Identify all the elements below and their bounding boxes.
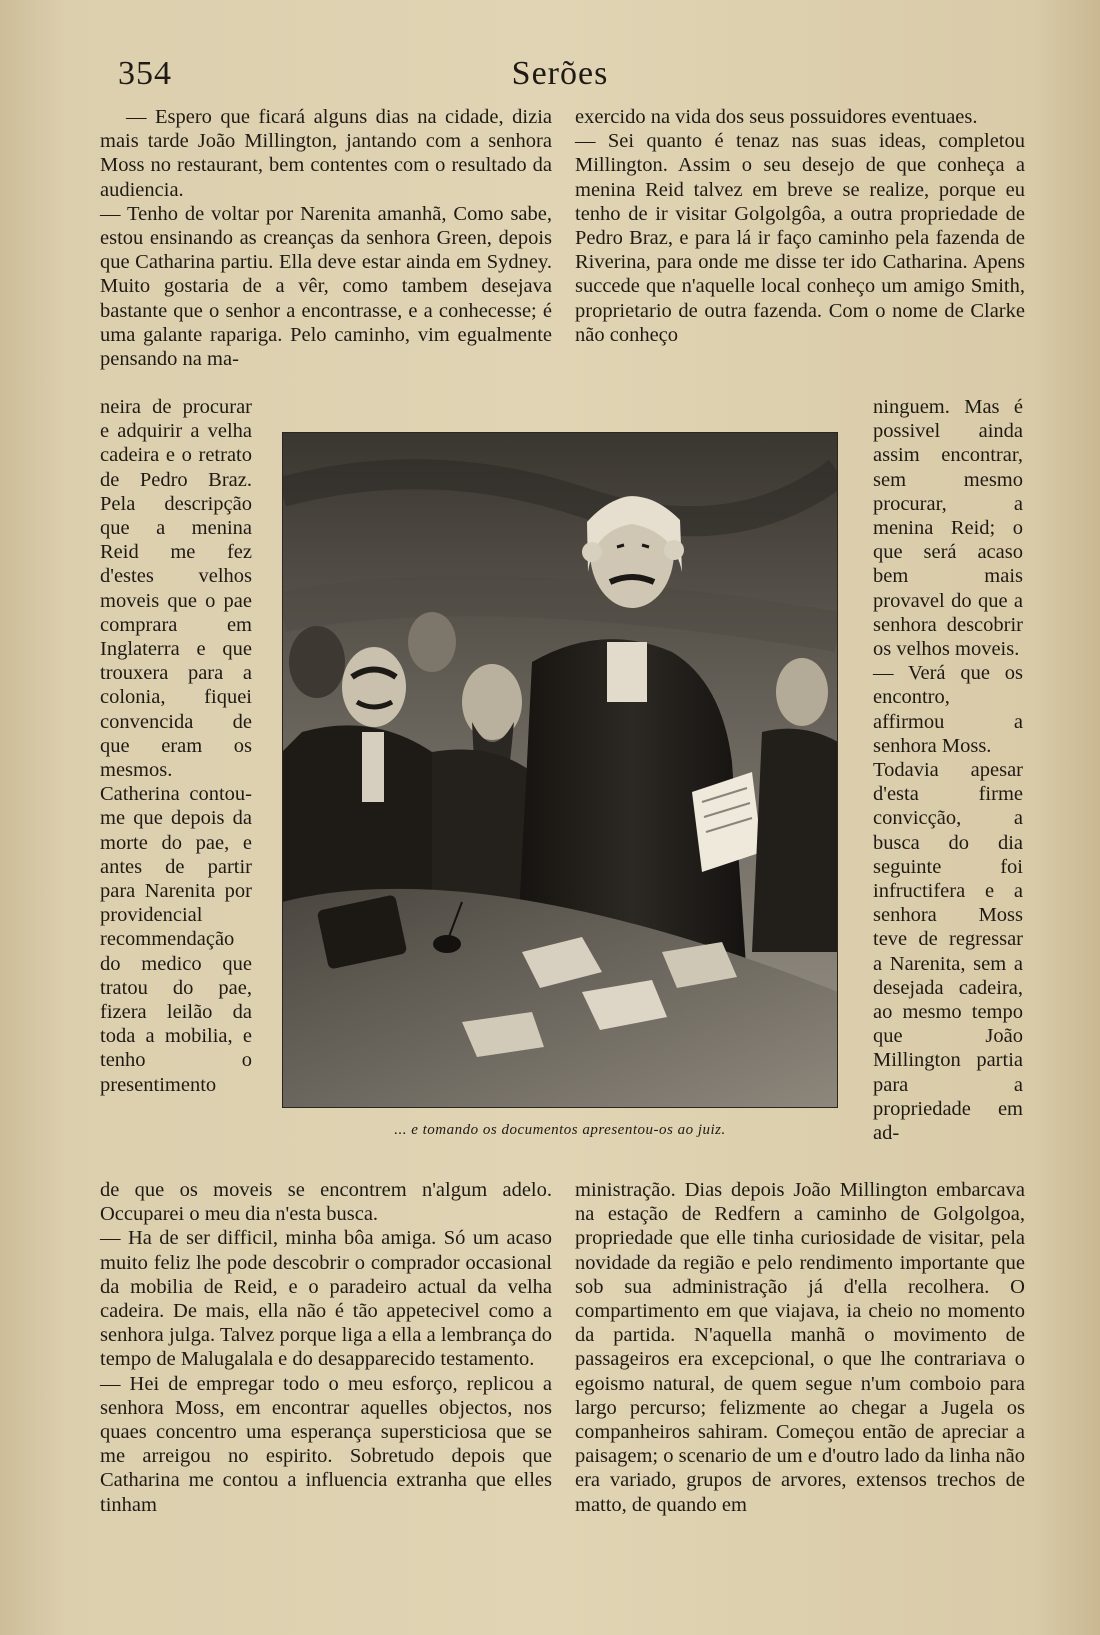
paragraph: neira de procurar e adquirir a velha cadeira e o retrato de Pedro Braz. Pela descripção que a menina Reid me fez d'estes velhos moveis que o pae comprara em Inglaterra e que trouxera para a colonia, fiquei convencida de que eram os mesmos. Catherina contou-me que depois da morte do pae, e antes de partir para Narenita por providencial recommendação do medico que tratou do pae, fizera leilão da toda a mobilia, e tenho o presentimento (100, 396, 252, 1096)
paragraph: — Sei quanto é tenaz nas suas ideas, completou Millington. Assim o seu desejo de que conheça a menina Reid talvez em breve se realize, porque eu tenho de ir visitar Golgolgôa, a outra propriedade de Pedro Braz, e para lá ir faço caminho pela fazenda de Riverina, para onde me disse ter ido Catharina. Apens succede que n'aquelle local conheço um amigo Smith, proprietario de outra fazenda. Com o nome de Clarke não conheço (575, 130, 1025, 346)
paragraph: ministração. Dias depois João Millington embarcava na estação de Redfern a caminho de Golgolgoa, propriedade que elle tinha curiosidade de visitar, pela novidade da região e pelo rendimento importante que sob sua administração já d'ella recolhera. O compartimento em que viajava, ia cheio no momento da partida. N'aquella manhã o movimento de passageiros era excepcional, o que lhe contrariava o egoismo natural, de quem segue n'um comboio para largo percurso; felizmente ao chegar a Jugela os companheiros sahiram. Começou então de apreciar a paisagem; o scenario de um e d'outro lado da linha não era variado, grupos de arvores, extensos trechos de matto, de quando em (575, 1179, 1025, 1516)
right-column-top (575, 105, 1025, 347)
right-column-bottom (575, 1178, 1025, 1517)
running-title: Serões (511, 55, 609, 92)
illustration-caption: ... e tomando os documentos apresentou-os ao juiz. (394, 1122, 726, 1138)
paragraph: de que os moveis se encontrem n'algum adelo. Occuparei o meu dia n'esta busca. (100, 1179, 552, 1226)
right-column-beside-illustration (873, 395, 1023, 1145)
page-number: 354 (118, 55, 172, 92)
left-column-bottom (100, 1178, 552, 1517)
paragraph: — Verá que os encontro, affirmou a senhora Moss. (873, 662, 1023, 757)
paragraph: Todavia apesar d'esta firme convicção, a busca do dia seguinte foi infructifera e a senhora Moss teve de regressar a Narenita, sem a desejada cadeira, ao mesmo tempo que João Millington partia para a propriedade em ad- (873, 759, 1023, 1145)
paragraph: — Hei de empregar todo o meu esforço, replicou a senhora Moss, em encontrar aquelles objectos, nos quaes concentro uma esperança supersticiosa que se me arreigou no espirito. Sobretudo depois que Catharina me contou a influencia extranha que elles tinham (100, 1372, 552, 1516)
paragraph: — Espero que ficará alguns dias na cidade, dizia mais tarde João Millington, jantando com a senhora Moss no restaurant, bem contentes com o resultado da audiencia. (100, 106, 552, 201)
courtroom-illustration (282, 432, 838, 1108)
paragraph: — Ha de ser difficil, minha bôa amiga. Só um acaso muito feliz lhe pode descobrir o comprador occasional da mobilia de Reid, e o paradeiro actual da velha cadeira. De mais, ella não é tão appetecivel como a senhora julga. Talvez porque liga a ella a lembrança do tempo de Malugalala e do desapparecido testamento. (100, 1227, 552, 1371)
left-column-top (100, 105, 552, 371)
paragraph: — Tenho de voltar por Narenita amanhã, Como sabe, estou ensinando as creanças da senhora Green, depois que Catharina partiu. Ella deve estar ainda em Sydney. Muito gostaria de a vêr, como tambem desejava bastante que o senhor a encontrasse, e a conhecesse; é uma galante rapariga. Pelo caminho, vim egualmente pensando na ma- (100, 202, 552, 371)
page-header (100, 55, 1020, 103)
left-column-beside-illustration (100, 395, 252, 1097)
paragraph: ninguem. Mas é possivel ainda assim encontrar, sem mesmo procurar, a menina Reid; o que será acaso bem mais provavel do que a senhora descobrir os velhos moveis. (873, 396, 1023, 661)
paragraph: exercido na vida dos seus possuidores eventuaes. (575, 106, 978, 128)
